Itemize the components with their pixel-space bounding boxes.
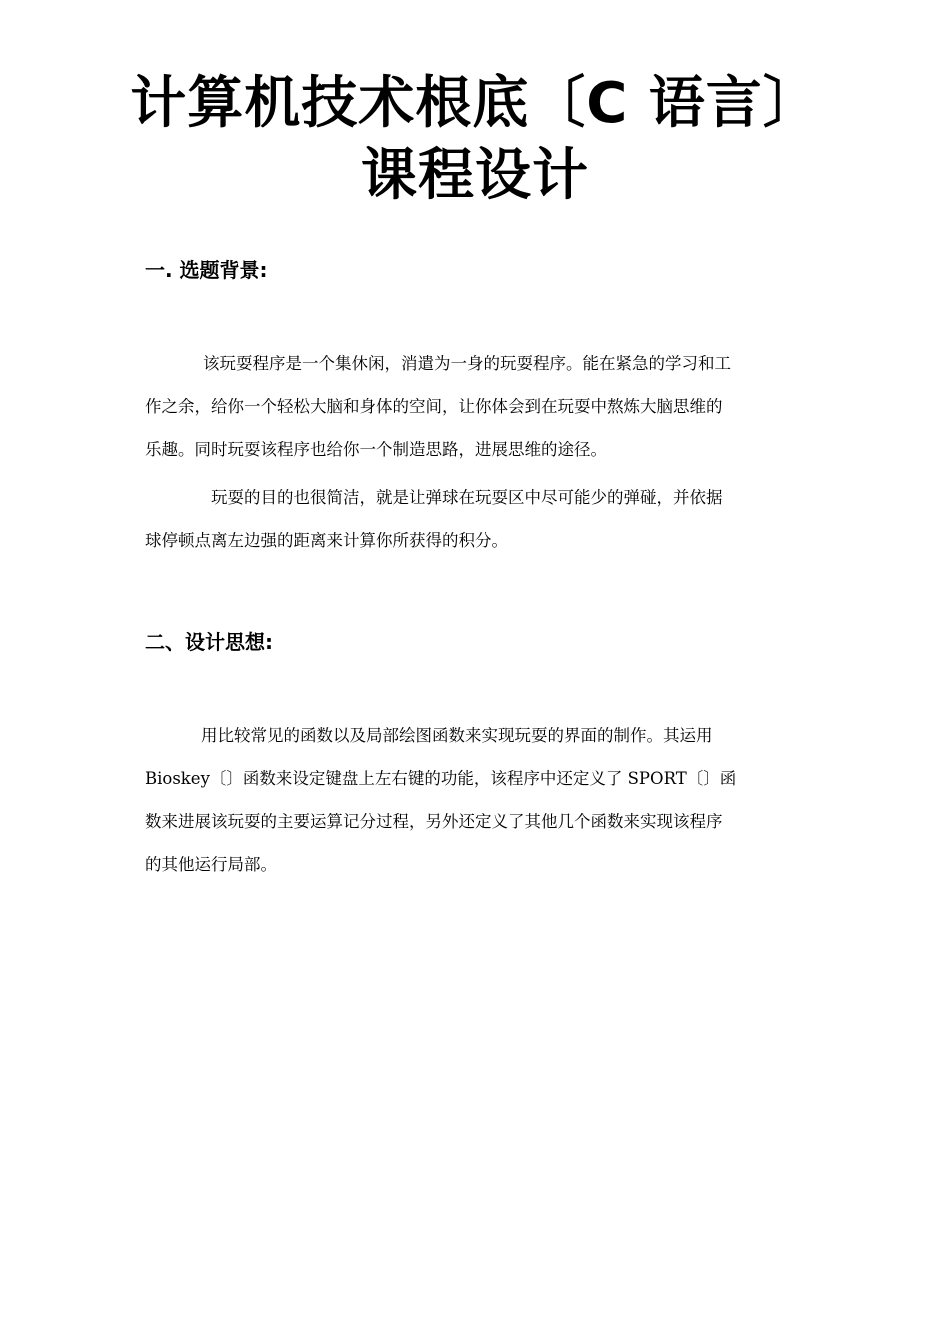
document-title (0, 68, 950, 212)
paragraph-line: 作之余，给你一个轻松大脑和身体的空间，让你体会到在玩耍中熬炼大脑思维的 (145, 397, 723, 416)
paragraph-line: 用比较常见的函数以及局部绘图函数来实现玩耍的界面的制作。其运用 (201, 726, 713, 745)
paragraph-background-1 (145, 342, 805, 471)
paragraph-line: Bioskey〔〕函数来设定键盘上左右键的功能，该程序中还定义了 SPORT〔〕函 (145, 769, 737, 788)
paragraph-line: 数来进展该玩耍的主要运算记分过程，另外还定义了其他几个函数来实现该程序 (145, 812, 723, 831)
section-heading-background: 一. 选题背景: (145, 258, 268, 282)
title-line-1: 计算机技术根底〔C 语言〕 (130, 71, 820, 136)
paragraph-background-2 (145, 476, 805, 562)
paragraph-line: 乐趣。同时玩耍该程序也给你一个制造思路，进展思维的途径。 (145, 440, 607, 459)
paragraph-design-1 (145, 714, 805, 886)
paragraph-line: 该玩耍程序是一个集休闲，消遣为一身的玩耍程序。能在紧急的学习和工 (203, 354, 731, 373)
paragraph-line: 的其他运行局部。 (145, 855, 277, 874)
paragraph-line: 玩耍的目的也很简洁，就是让弹球在玩耍区中尽可能少的弹碰，并依据 (211, 488, 723, 507)
section-heading-design: 二、设计思想: (145, 630, 273, 654)
paragraph-line: 球停顿点离左边强的距离来计算你所获得的积分。 (145, 531, 508, 550)
title-line-2: 课程设计 (361, 143, 589, 208)
